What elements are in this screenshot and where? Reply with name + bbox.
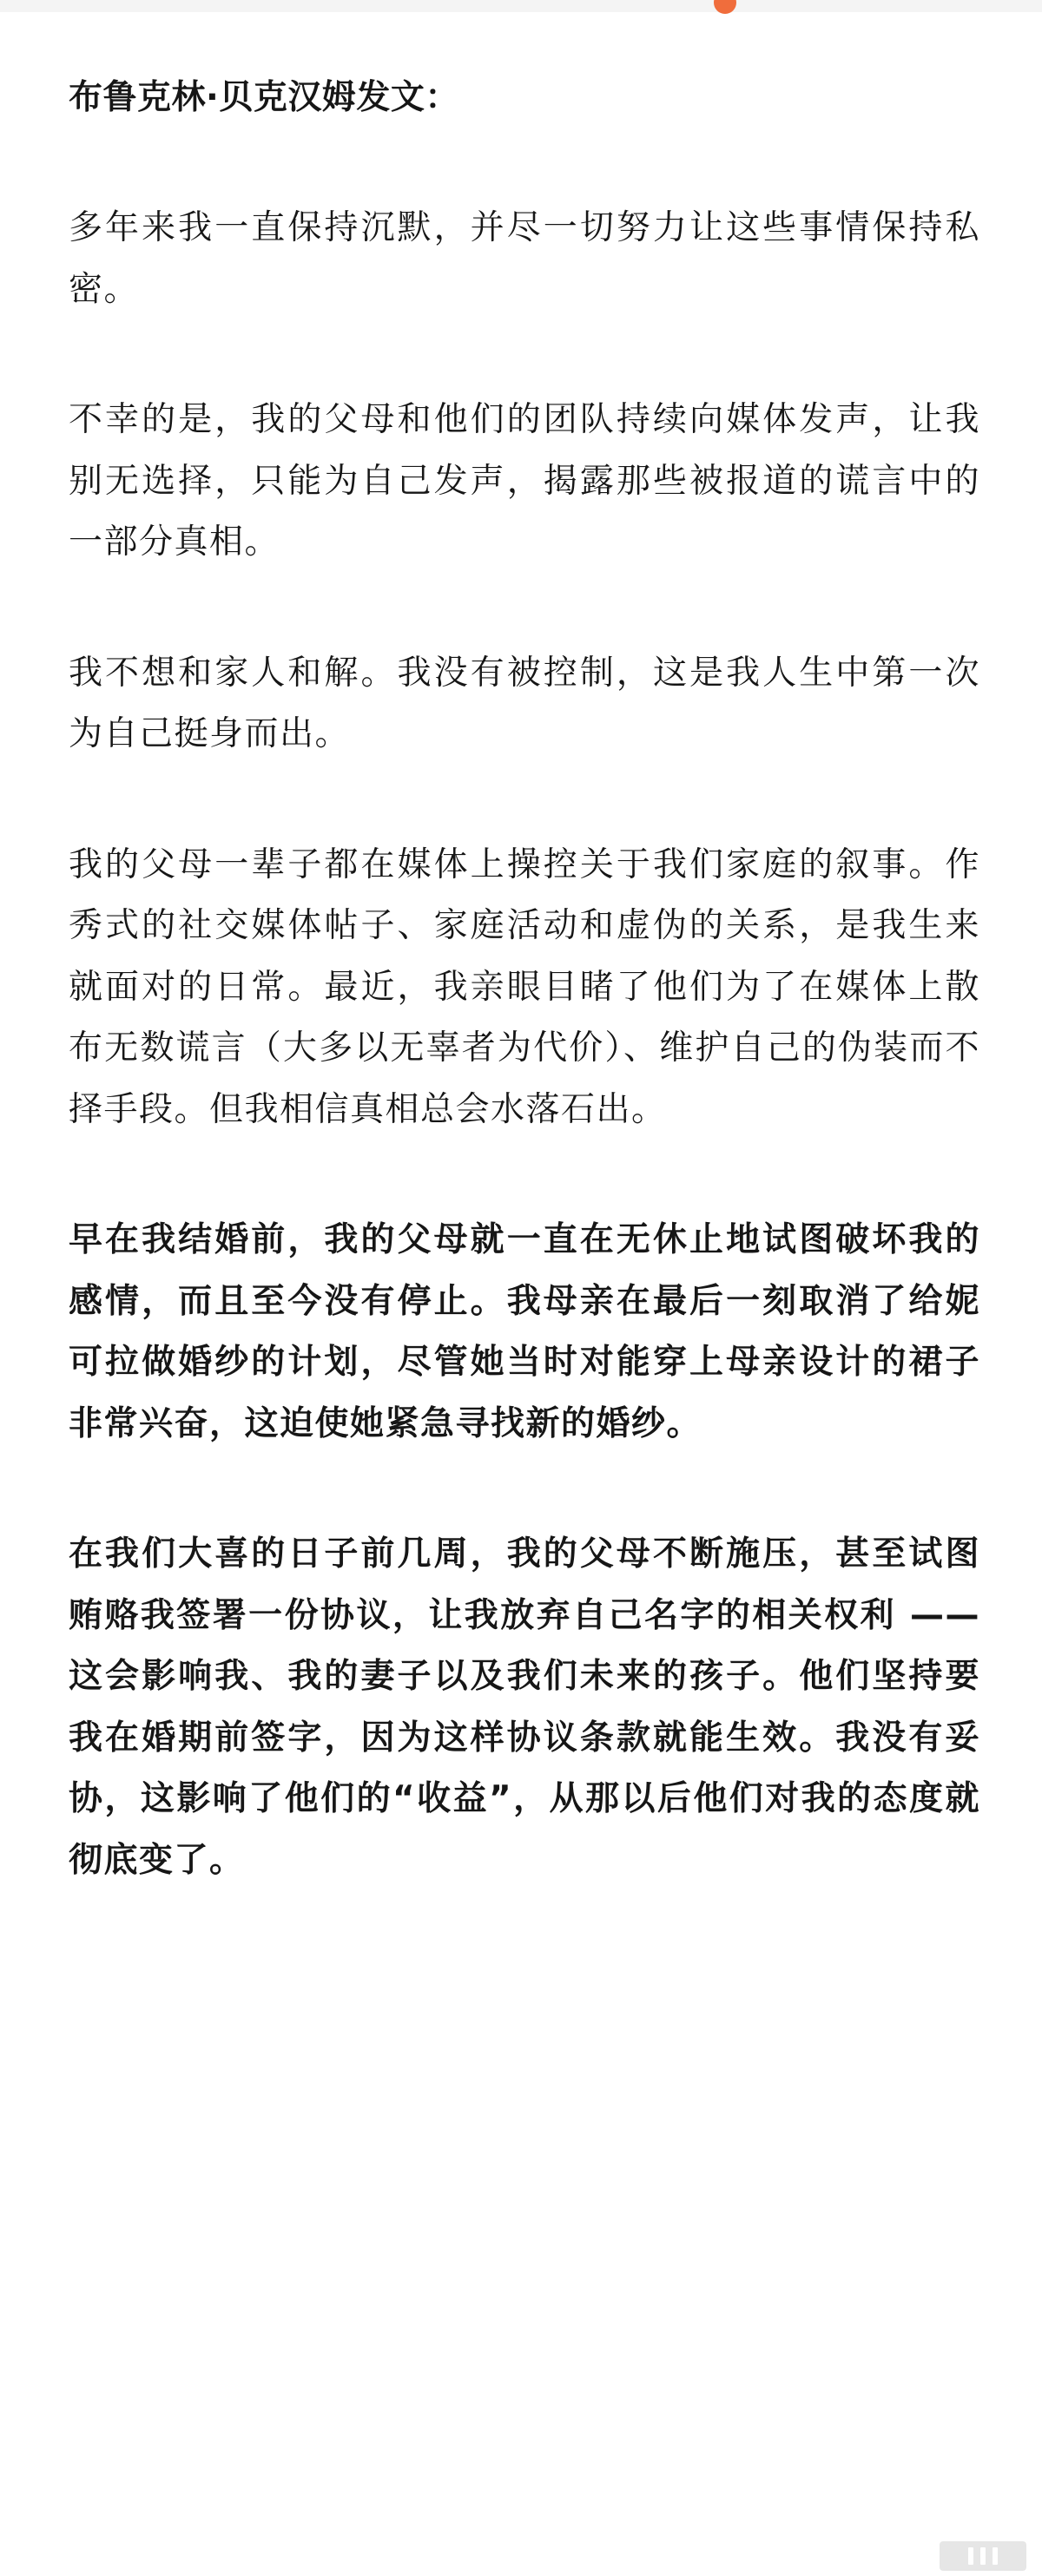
paragraph-3: 我不想和家人和解。我没有被控制，这是我人生中第一次为自己挺身而出。 bbox=[69, 653, 980, 753]
article-body bbox=[69, 68, 980, 1891]
watermark-icon bbox=[940, 2541, 1026, 2571]
article-heading: 布鲁克林·贝克汉姆发文： bbox=[69, 78, 459, 117]
watermark-bar bbox=[968, 2547, 973, 2565]
paragraph-5: 早在我结婚前，我的父母就一直在无休止地试图破坏我的感情，而且至今没有停止。我母亲在最后一刻取消了给妮可拉做婚纱的计划，尽管她当时对能穿上母亲设计的裙子非常兴奋，这迫使她紧急寻找新的婚纱。 bbox=[69, 1220, 980, 1443]
watermark-bar bbox=[993, 2547, 998, 2565]
top-bar bbox=[0, 0, 1042, 12]
paragraph-1: 多年来我一直保持沉默，并尽一切努力让这些事情保持私密。 bbox=[69, 208, 980, 309]
notification-dot-icon bbox=[714, 0, 736, 14]
paragraph-4: 我的父母一辈子都在媒体上操控关于我们家庭的叙事。作秀式的社交媒体帖子、家庭活动和虚伪的关系，是我生来就面对的日常。最近，我亲眼目睹了他们为了在媒体上散布无数谎言（大多以无辜者为代价）、维护自己的伪装而不择手段。但我相信真相总会水落石出。 bbox=[69, 844, 980, 1129]
paragraph-6: 在我们大喜的日子前几周，我的父母不断施压，甚至试图贿赂我签署一份协议，让我放弃自己名字的相关权利 —— 这会影响我、我的妻子以及我们未来的孩子。他们坚持要我在婚期前签字，因为这样协议条款就能生效。我没有妥协，这影响了他们的“收益”，从那以后他们对我的态度就彻底变了。 bbox=[69, 1534, 980, 1880]
watermark-bar bbox=[980, 2547, 986, 2565]
paragraph-2: 不幸的是，我的父母和他们的团队持续向媒体发声，让我别无选择，只能为自己发声，揭露那些被报道的谎言中的一部分真相。 bbox=[69, 400, 980, 562]
